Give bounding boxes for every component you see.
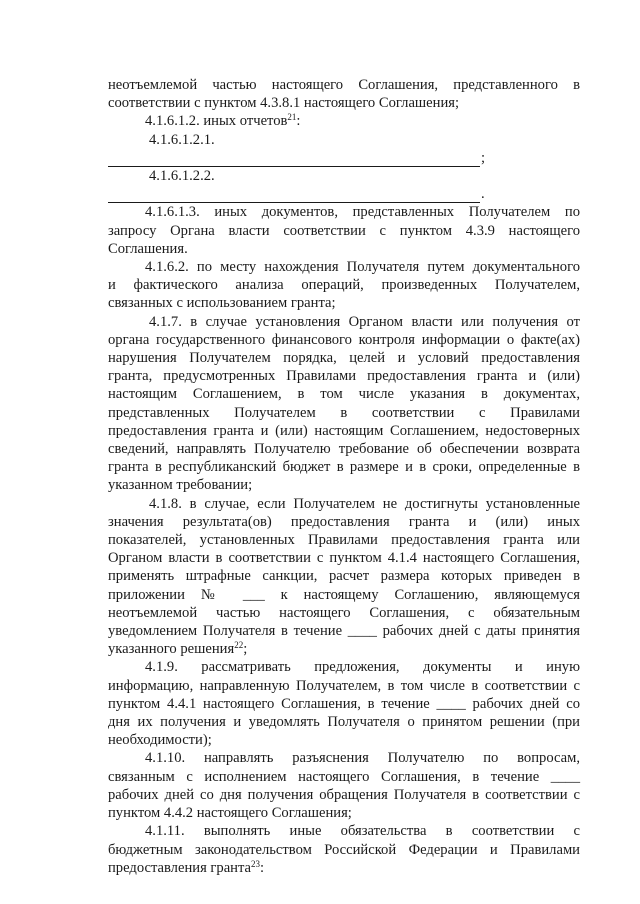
text-line: 4.1.11. выполнять иные обязательства в соответствии с: [145, 823, 580, 840]
text-line: неотъемлемой частью настоящего Соглашения, представленного в: [108, 77, 580, 93]
text-line: пунктом 4.4.2 настоящего Соглашения;: [108, 805, 352, 822]
text-line: дня их получения и уведомлять Получателя о принятом решении (при: [108, 714, 580, 731]
clause-end-punct: :: [296, 113, 301, 130]
text-line: приложении № ___ к настоящему Соглашению, являющемуся: [108, 586, 580, 603]
clause-4-1-11: [108, 822, 580, 877]
text-line: показателей, установленных Правилами предоставления гранта или: [108, 532, 580, 549]
paragraph-continuation-end: [108, 94, 580, 112]
text-line: Органом власти в соответствии с пунктом 4.1.4 настоящего Соглашения,: [108, 550, 580, 567]
blank-underline: [108, 153, 480, 167]
fill-in-line-1: [108, 149, 580, 167]
text-line: связанным с исполнением настоящего Соглашения, в течение ____: [108, 768, 580, 785]
clause-4-1-6-1-2-1: [108, 131, 580, 149]
text-line: 4.1.6.2. по месту нахождения Получателя путем документального: [145, 259, 580, 275]
text-line: 4.1.10. направлять разъяснения Получателю по вопросам,: [145, 750, 580, 767]
clause-4-1-7: [108, 313, 580, 495]
text-line: предоставления гранта и (или) настоящим Соглашением, недостоверных: [108, 422, 580, 439]
text-line: информацию, направленную Получателем, в том числе в соответствии с: [108, 677, 580, 694]
text-line: связанных с использованием гранта;: [108, 295, 336, 312]
clause-number: 4.1.6.1.2.1.: [149, 131, 215, 148]
document-page: [108, 76, 580, 877]
text-line: соответствии с пунктом 4.3.8.1 настоящего Соглашения;: [108, 95, 460, 112]
footnote-ref-21: 21: [287, 112, 297, 123]
text-line: 4.1.9. рассматривать предложения, документы и иную: [145, 659, 580, 676]
text-line: нарушения Получателем порядка, целей и условий предоставления: [108, 350, 580, 367]
text-line: уведомлением Получателя в течение ____ рабочих дней с даты принятия: [108, 623, 580, 640]
fill-in-line-2: [108, 185, 580, 203]
line-end-punct: ;: [243, 641, 248, 658]
text-line: предоставления гранта: [108, 859, 252, 876]
text-line: запросу Органа власти соответствии с пунктом 4.3.9 настоящего: [108, 222, 580, 239]
clause-4-1-6-1-3: [108, 203, 580, 258]
text-line: пунктом 4.4.1 настоящего Соглашения, в течение ____ рабочих дней со: [108, 695, 580, 712]
line-end-punct: :: [260, 859, 265, 876]
clause-4-1-8: [108, 495, 580, 659]
text-line: рабочих дней со дня получения обращения Получателя в соответствии с: [108, 786, 580, 803]
text-line: применять штрафные санкции, расчет размера которых приведен в: [108, 568, 580, 585]
text-line: гранта в республиканский бюджет в размере и в сроки, определенные в: [108, 459, 580, 476]
text-line: гранта, предусмотренных Правилами предоставления гранта и (или): [108, 368, 580, 385]
clause-4-1-6-1-2-2: [108, 167, 580, 185]
clause-4-1-6-2: [108, 258, 580, 313]
text-line: 4.1.6.1.3. иных документов, представленных Получателем по: [145, 204, 580, 221]
text-line: неотъемлемой частью настоящего Соглашения, с обязательным: [108, 604, 580, 621]
text-line: значения результата(ов) предоставления гранта и (или) иных: [108, 513, 580, 530]
footnote-ref-23: 23: [251, 858, 261, 869]
text-line: Соглашения.: [108, 240, 188, 257]
footnote-ref-22: 22: [234, 640, 244, 651]
text-line: бюджетным законодательством Российской Федерации и Правилами: [108, 841, 580, 858]
text-line: и фактического анализа операций, произведенных Получателем,: [108, 277, 580, 294]
line-end-punct: ;: [481, 149, 486, 166]
line-end-punct: .: [481, 186, 485, 203]
text-line: 4.1.8. в случае, если Получателем не достигнуты установленные: [149, 495, 580, 512]
text-line: органа государственного финансового контроля информации о факте(ах): [108, 331, 580, 348]
clause-number: 4.1.6.1.2.2.: [149, 168, 215, 184]
clause-4-1-10: [108, 749, 580, 822]
clause-4-1-6-1-2: [108, 112, 580, 130]
text-line: настоящим Соглашением, в том числе указания в документах,: [108, 386, 580, 403]
clause-4-1-9: [108, 658, 580, 749]
paragraph-continuation: [108, 76, 580, 94]
text-line: сведений, направлять Получателю требование об обеспечении возврата: [108, 441, 580, 458]
clause-text: 4.1.6.1.2. иных отчетов: [145, 113, 288, 130]
text-line: необходимости);: [108, 732, 212, 749]
text-line: представленных Получателем в соответствии с Правилами: [108, 404, 580, 421]
text-line: указанного решения: [108, 641, 235, 658]
blank-underline: [108, 189, 480, 203]
text-line: указанном требовании;: [108, 477, 253, 494]
text-line-last: [108, 859, 580, 877]
text-line: 4.1.7. в случае установления Органом власти или получения от: [149, 313, 580, 330]
text-line-last: [108, 640, 580, 658]
